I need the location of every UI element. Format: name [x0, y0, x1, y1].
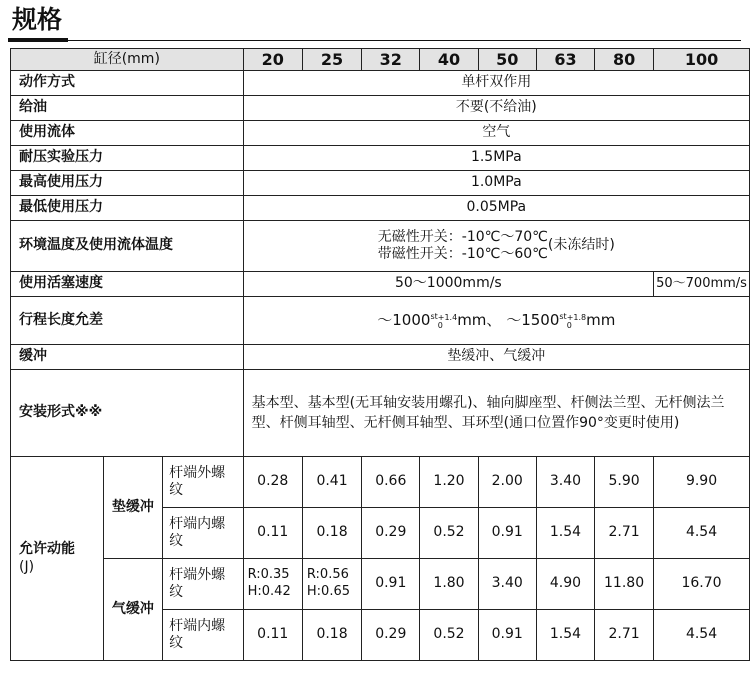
energy-value: 1.20 [420, 457, 478, 508]
row-value: 不要(不给油) [243, 96, 749, 121]
temperature-value [243, 221, 749, 272]
row-label: 环境温度及使用流体温度 [11, 221, 244, 272]
row-label: 缓冲 [11, 345, 244, 370]
row-label: 动作方式 [11, 71, 244, 96]
energy-value: 0.52 [420, 508, 478, 559]
spec-table [10, 48, 750, 661]
energy-value: 4.90 [536, 559, 594, 610]
stroke-tolerance-2: +1.8 0 [566, 313, 587, 330]
bore-size: 63 [536, 49, 594, 71]
energy-value: 0.66 [362, 457, 420, 508]
energy-value: 2.71 [595, 610, 654, 661]
energy-value-split: R:0.35 H:0.42 [243, 559, 302, 610]
energy-value: 1.54 [536, 610, 594, 661]
energy-value: 0.91 [478, 508, 536, 559]
stroke-tolerance-1: +1.4 0 [437, 313, 458, 330]
bore-size: 40 [420, 49, 478, 71]
stroke-tolerance-value [243, 297, 749, 345]
bore-size: 20 [243, 49, 302, 71]
energy-value: 4.54 [654, 508, 750, 559]
row-max-pressure [11, 171, 750, 196]
energy-value: 0.11 [243, 610, 302, 661]
row-value: 1.5MPa [243, 146, 749, 171]
rubber-cushion-label: 垫缓冲 [103, 457, 162, 559]
energy-value: 0.18 [302, 508, 361, 559]
stroke-unit-1: mm、 [457, 311, 502, 329]
energy-value: 3.40 [536, 457, 594, 508]
energy-value: 2.00 [478, 457, 536, 508]
mounting-value: 基本型、基本型(无耳轴安装用螺孔)、轴向脚座型、杆侧法兰型、无杆侧法兰型、杆侧耳轴型、无杆侧耳轴型、耳环型(通口位置作90°变更时使用) [243, 370, 749, 457]
row-value: 单杆双作用 [243, 71, 749, 96]
energy-value: 0.91 [362, 559, 420, 610]
energy-value: 0.29 [362, 508, 420, 559]
energy-value: 3.40 [478, 559, 536, 610]
energy-label: 允许动能 (J) [11, 457, 104, 661]
energy-value: 0.52 [420, 610, 478, 661]
rod-thread-label: 杆端外螺纹 [163, 559, 244, 610]
temperature-line-with-switch: 带磁性开关：-10℃～60℃ [377, 246, 548, 262]
stroke-st-1: st [430, 312, 438, 321]
energy-row [11, 559, 750, 610]
row-temperature [11, 221, 750, 272]
row-proof-pressure [11, 146, 750, 171]
energy-value-split: R:0.56 H:0.65 [302, 559, 361, 610]
energy-value: 0.41 [302, 457, 361, 508]
energy-value: 0.29 [362, 610, 420, 661]
stroke-range-1: ～1000 [377, 311, 431, 329]
energy-row [11, 457, 750, 508]
row-label: 使用活塞速度 [11, 272, 244, 297]
title-underline [8, 40, 741, 41]
temperature-line-no-switch: 无磁性开关：-10℃～70℃ [377, 228, 548, 245]
bore-size: 80 [595, 49, 654, 71]
stroke-unit-2: mm [586, 311, 616, 329]
row-piston-speed [11, 272, 750, 297]
speed-value-small: 50～1000mm/s [243, 272, 653, 297]
row-value: 1.0MPa [243, 171, 749, 196]
energy-value: 1.54 [536, 508, 594, 559]
row-cushion [11, 345, 750, 370]
row-min-pressure [11, 196, 750, 221]
temperature-note: (未冻结时) [547, 237, 615, 254]
energy-value: 0.91 [478, 610, 536, 661]
bore-label: 缸径(mm) [11, 49, 244, 71]
bore-size: 25 [302, 49, 361, 71]
stroke-range-2: ～1500 [506, 311, 560, 329]
energy-value: 11.80 [595, 559, 654, 610]
bore-size: 32 [362, 49, 420, 71]
row-fluid [11, 121, 750, 146]
bore-size: 50 [478, 49, 536, 71]
row-stroke-tolerance [11, 297, 750, 345]
row-label: 行程长度允差 [11, 297, 244, 345]
page-title: 规格 [12, 5, 63, 34]
energy-value: 0.28 [243, 457, 302, 508]
row-value: 0.05MPa [243, 196, 749, 221]
row-label: 最高使用压力 [11, 171, 244, 196]
energy-value: 0.18 [302, 610, 361, 661]
energy-value: 0.11 [243, 508, 302, 559]
row-label: 安装形式※※ [11, 370, 244, 457]
row-action [11, 71, 750, 96]
rod-thread-label: 杆端外螺纹 [163, 457, 244, 508]
row-label: 最低使用压力 [11, 196, 244, 221]
energy-value: 9.90 [654, 457, 750, 508]
row-value: 垫缓冲、气缓冲 [243, 345, 749, 370]
energy-value: 1.80 [420, 559, 478, 610]
energy-value: 4.54 [654, 610, 750, 661]
energy-value: 2.71 [595, 508, 654, 559]
row-label: 耐压实验压力 [11, 146, 244, 171]
bore-size: 100 [654, 49, 750, 71]
row-label: 给油 [11, 96, 244, 121]
row-label: 使用流体 [11, 121, 244, 146]
energy-unit: (J) [19, 558, 35, 575]
rod-thread-label: 杆端内螺纹 [163, 610, 244, 661]
energy-value: 16.70 [654, 559, 750, 610]
row-lube [11, 96, 750, 121]
row-mounting [11, 370, 750, 457]
air-cushion-label: 气缓冲 [103, 559, 162, 661]
stroke-st-2: st [559, 312, 567, 321]
speed-value-large: 50～700mm/s [654, 272, 750, 297]
energy-value: 5.90 [595, 457, 654, 508]
header-row [11, 49, 750, 71]
row-value: 空气 [243, 121, 749, 146]
rod-thread-label: 杆端内螺纹 [163, 508, 244, 559]
